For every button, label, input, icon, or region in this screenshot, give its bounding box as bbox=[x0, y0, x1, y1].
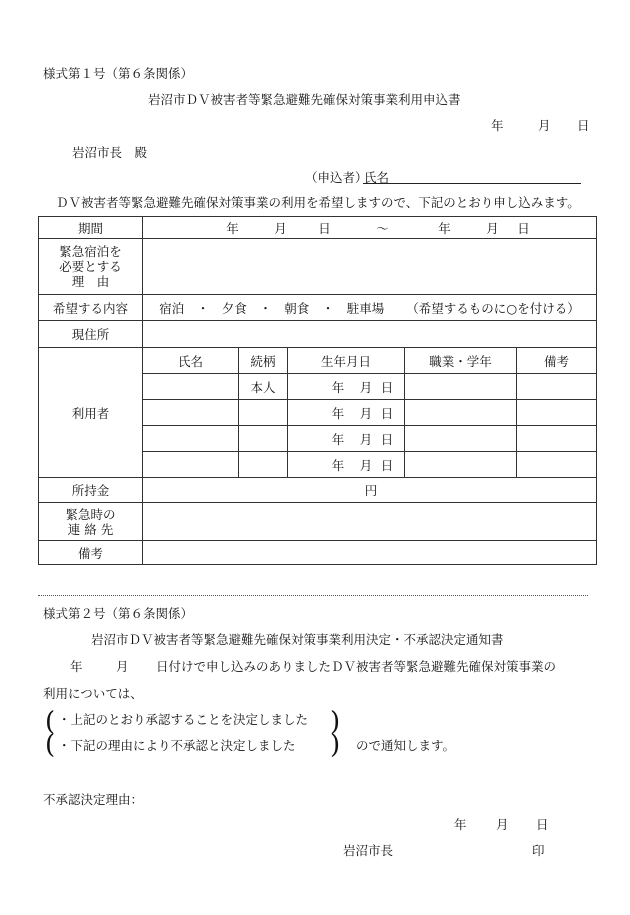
user-relation-cell[interactable] bbox=[239, 426, 288, 452]
approve-option[interactable]: ・上記のとおり承認することを決定しました bbox=[58, 712, 309, 727]
form2-line2: 利用については、 bbox=[43, 686, 143, 701]
applicant-name-line[interactable] bbox=[363, 183, 581, 184]
desired-value[interactable] bbox=[143, 295, 597, 321]
mayor-label: 岩沼市長 bbox=[343, 843, 394, 858]
form1-date-month: 月 bbox=[538, 118, 551, 133]
period-end-month: 月 bbox=[486, 220, 499, 236]
user-occupation-cell[interactable] bbox=[405, 400, 517, 426]
reject-option[interactable]: ・下記の理由により不承認と決定しました bbox=[58, 738, 296, 753]
form2-style-no: 様式第２号（第６条関係） bbox=[43, 606, 194, 621]
money-label: 所持金 bbox=[39, 478, 143, 503]
user-remarks-cell[interactable] bbox=[517, 374, 597, 400]
user-dob-cell[interactable]: 年 月 日 bbox=[288, 452, 405, 478]
user-name-cell[interactable] bbox=[143, 400, 239, 426]
period-end-year: 年 bbox=[438, 220, 451, 236]
user-relation-cell[interactable] bbox=[239, 452, 288, 478]
addressee: 岩沼市長 殿 bbox=[72, 145, 148, 160]
desired-label: 希望する内容 bbox=[39, 295, 143, 321]
period-end-day: 日 bbox=[517, 220, 530, 236]
reason-label: 緊急宿泊を 必要とする 理 由 bbox=[39, 239, 143, 295]
desired-options[interactable]: 宿泊 ・ 夕食 ・ 朝食 ・ 駐車場 bbox=[159, 300, 385, 316]
user-remarks-cell[interactable] bbox=[517, 452, 597, 478]
user-name-cell[interactable] bbox=[143, 426, 239, 452]
address-value[interactable] bbox=[143, 321, 597, 348]
user-occupation-cell[interactable] bbox=[405, 426, 517, 452]
form2-date-day: 日 bbox=[536, 817, 549, 832]
period-tilde: ～ bbox=[376, 220, 389, 236]
user-dob-cell[interactable]: 年 月 日 bbox=[288, 426, 405, 452]
money-value[interactable] bbox=[143, 478, 597, 503]
user-occupation-cell[interactable] bbox=[405, 452, 517, 478]
period-start-day: 日 bbox=[318, 220, 331, 236]
applicant-label: （申込者） bbox=[305, 170, 368, 185]
form2-line1: 日付けで申し込みのありましたＤＶ被害者等緊急避難先確保対策事業の bbox=[156, 659, 557, 674]
period-start-year: 年 bbox=[226, 220, 239, 236]
user-remarks-cell[interactable] bbox=[517, 426, 597, 452]
user-name-cell[interactable] bbox=[143, 452, 239, 478]
desired-note: （希望するものに○を付ける） bbox=[406, 300, 580, 316]
user-relation-self: 本人 bbox=[239, 374, 288, 400]
users-label: 利用者 bbox=[39, 348, 143, 478]
seal-mark: 印 bbox=[532, 843, 545, 858]
remarks-label: 備考 bbox=[39, 541, 143, 565]
right-bracket-lower: ) bbox=[330, 730, 341, 760]
user-name-cell[interactable] bbox=[143, 374, 239, 400]
user-remarks-cell[interactable] bbox=[517, 400, 597, 426]
right-bracket: ) bbox=[330, 707, 341, 737]
notify-text: ので通知します。 bbox=[356, 738, 456, 753]
period-start-month: 月 bbox=[274, 220, 287, 236]
money-unit: 円 bbox=[364, 483, 378, 498]
form1-date-year: 年 bbox=[491, 118, 504, 133]
section-divider bbox=[38, 595, 588, 596]
form2-year: 年 bbox=[70, 659, 83, 674]
contact-label: 緊急時の 連 絡 先 bbox=[39, 503, 143, 541]
reason-value[interactable] bbox=[143, 239, 597, 295]
remarks-value[interactable] bbox=[143, 541, 597, 565]
user-dob-cell[interactable]: 年 月 日 bbox=[288, 400, 405, 426]
address-label: 現住所 bbox=[39, 321, 143, 348]
form2-date-year: 年 bbox=[454, 817, 467, 832]
form1-title: 岩沼市ＤＶ被害者等緊急避難先確保対策事業利用申込書 bbox=[148, 92, 461, 107]
users-header-dob: 生年月日 bbox=[288, 348, 405, 374]
form2-month: 月 bbox=[116, 659, 129, 674]
period-label: 期間 bbox=[39, 217, 143, 239]
users-header-occupation: 職業・学年 bbox=[405, 348, 517, 374]
users-header-remarks: 備考 bbox=[517, 348, 597, 374]
users-header-name: 氏名 bbox=[143, 348, 239, 374]
users-header-relation: 続柄 bbox=[239, 348, 288, 374]
contact-value[interactable] bbox=[143, 503, 597, 541]
form2-date-month: 月 bbox=[496, 817, 509, 832]
application-table bbox=[38, 216, 597, 565]
form1-style-no: 様式第１号（第６条関係） bbox=[43, 66, 194, 81]
form1-intro: ＤＶ被害者等緊急避難先確保対策事業の利用を希望しますので、下記のとおり申し込みます。 bbox=[56, 195, 580, 210]
form1-date-day: 日 bbox=[577, 118, 590, 133]
user-occupation-cell[interactable] bbox=[405, 374, 517, 400]
user-relation-cell[interactable] bbox=[239, 400, 288, 426]
applicant-name-label: 氏名 bbox=[364, 170, 390, 185]
rejection-reason-label: 不承認決定理由： bbox=[43, 792, 144, 807]
form2-title: 岩沼市ＤＶ被害者等緊急避難先確保対策事業利用決定・不承認決定通知書 bbox=[91, 632, 504, 647]
user-dob-cell[interactable]: 年 月 日 bbox=[288, 374, 405, 400]
left-bracket: ( bbox=[45, 707, 56, 737]
period-value[interactable] bbox=[143, 217, 597, 239]
left-bracket-lower: ( bbox=[45, 730, 56, 760]
